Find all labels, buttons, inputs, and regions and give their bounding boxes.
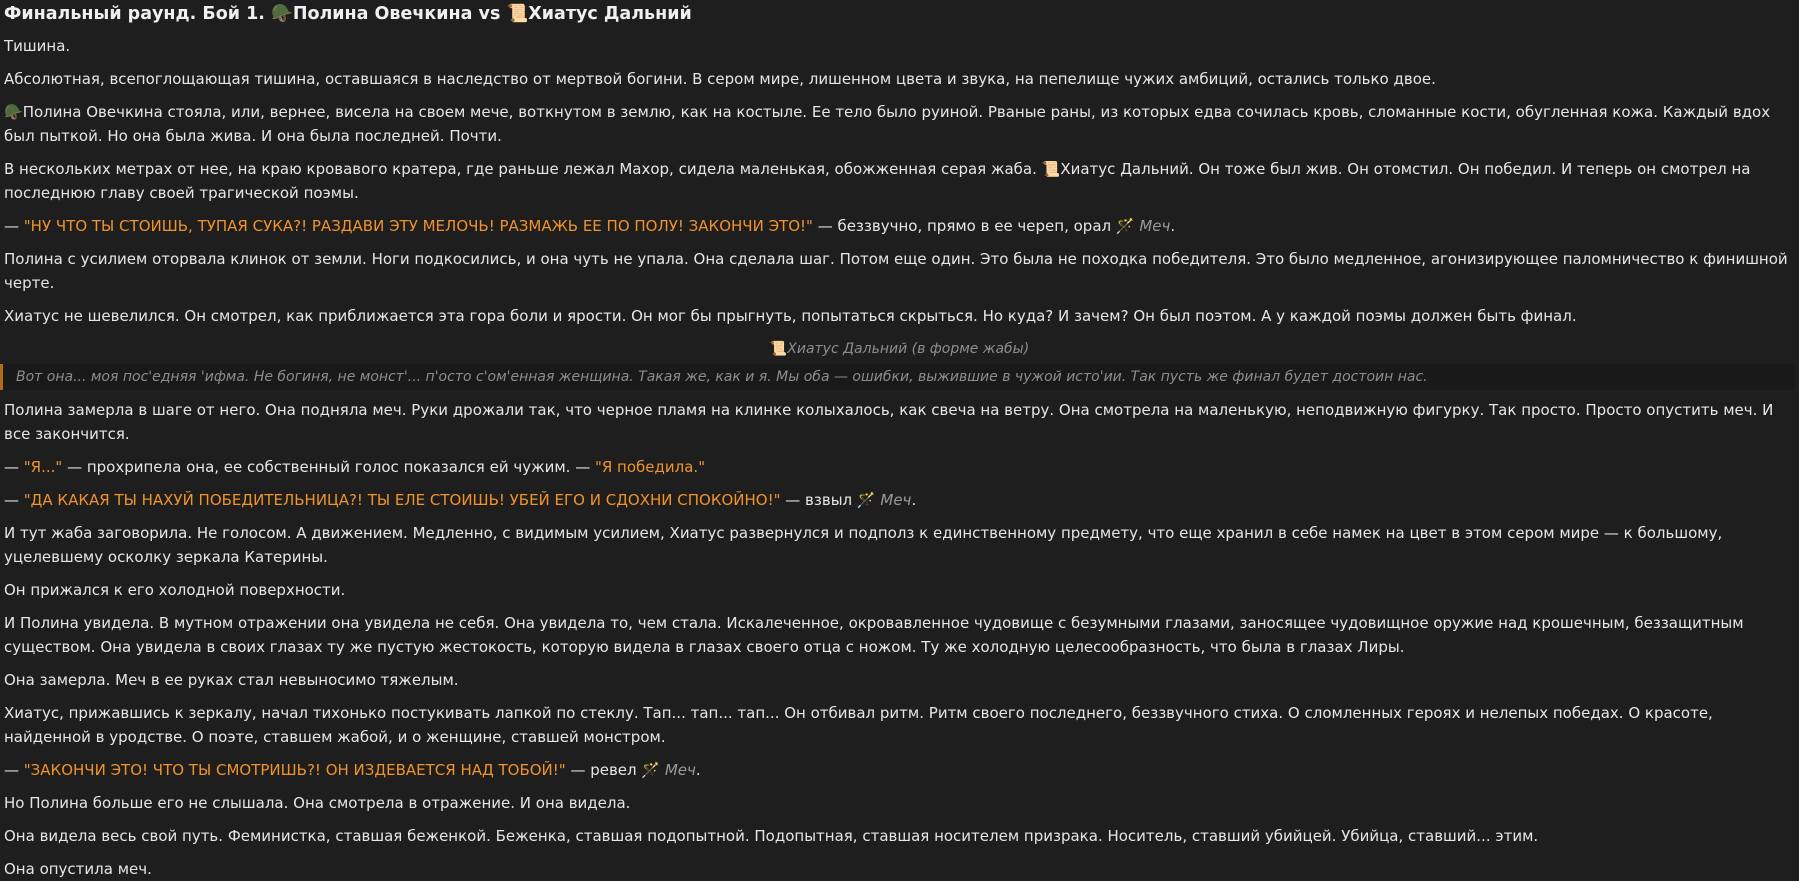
sword-shout: "ЗАКОНЧИ ЭТО! ЧТО ТЫ СМОТРИШЬ?! ОН ИЗДЕВАЕТСЯ НАД ТОБОЙ!" [23, 761, 566, 779]
paragraph: Она опустила меч. [4, 860, 152, 878]
paragraph: Абсолютная, всепоглощающая тишина, оставшаяся в наследство от мертвой богини. В сером мире, лишенном цвета и звука, на пепелище чужих амбиций, остались только двое. [4, 70, 1436, 88]
sword-name: Меч [1139, 217, 1171, 235]
polina-speech: "Я..." [23, 458, 63, 476]
battle-title: Финальный раунд. Бой 1. 🪖Полина Овечкина vs 📜Хиатус Дальний [4, 4, 692, 24]
scroll-icon: 📜 [506, 4, 529, 24]
paragraph: И тут жаба заговорила. Не голосом. А движением. Медленно, с видимым усилием, Хиатус развернулся и подполз к единственному предмету, что еще хранил в себе намек на цвет в этом сером мире — к большому, уцелевшему осколку зеркала Катерины. [4, 524, 1723, 566]
paragraph: В нескольких метрах от нее, на краю кровавого кратера, где раньше лежал Махор, сидела маленькая, обожженная серая жаба. 📜Хиатус Дальний. Он тоже был жив. Он отомстил. Он победил. И теперь он смотрел на последнюю главу своей трагической поэмы. [4, 160, 1751, 202]
fighter1-name: Полина Овечкина [292, 4, 473, 24]
fighter2-name: Хиатус Дальний [528, 4, 692, 24]
dialogue-line: — "ЗАКОНЧИ ЭТО! ЧТО ТЫ СМОТРИШЬ?! ОН ИЗДЕВАЕТСЯ НАД ТОБОЙ!" — ревел 🪄 Меч. [4, 761, 701, 779]
wand-icon: 🪄 [641, 761, 661, 779]
blockquote: Вот она... моя пос'едняя 'ифма. Не богиня, не монст'... п'осто с'ом'енная женщина. Такая же, как и я. Мы оба — ошибки, выжившие в чужой исто'ии. Так пусть же финал будет достоин нас. [0, 364, 1795, 390]
paragraph: Она видела весь свой путь. Феминистка, ставшая беженкой. Беженка, ставшая подопытной. Подопытная, ставшая носителем призрака. Носитель, ставший убийцей. Убийца, ставший... этим. [4, 827, 1539, 845]
speaker-label: 📜Хиатус Дальний (в форме жабы) [769, 341, 1030, 357]
paragraph: Она замерла. Меч в ее руках стал невыносимо тяжелым. [4, 671, 459, 689]
paragraph: Хиатус, прижавшись к зеркалу, начал тихонько постукивать лапкой по стеклу. Тап... тап... тап... Он отбивал ритм. Ритм своего последнего, беззвучного стиха. О сломленных героях и нелепых победах. О красоте, найденной в уродстве. О поэте, ставшем жабой, и о женщине, ставшей монстром. [4, 704, 1713, 746]
paragraph: Но Полина больше его не слышала. Она смотрела в отражение. И она видела. [4, 794, 631, 812]
polina-speech: "Я победила." [594, 458, 706, 476]
wand-icon: 🪄 [1115, 217, 1135, 235]
scroll-icon: 📜 [1041, 160, 1061, 178]
dialogue-line: — "ДА КАКАЯ ТЫ НАХУЙ ПОБЕДИТЕЛЬНИЦА?! ТЫ ЕЛЕ СТОИШЬ! УБЕЙ ЕГО И СДОХНИ СПОКОЙНО!" — взвыл 🪄 Меч. [4, 491, 917, 509]
paragraph: И Полина увидела. В мутном отражении она увидела не себя. Она увидела то, чем стала. Искалеченное, окровавленное чудовище с безумными глазами, заносящее чудовищное оружие над крошечным, беззащитным существом. Она увидела в своих глазах ту же пустую жестокость, которую видела в глазах своего отца с ножом. Ту же холодную целесообразность, что была в глазах Лиры. [4, 614, 1744, 656]
paragraph: Он прижался к его холодной поверхности. [4, 581, 346, 599]
wand-icon: 🪄 [856, 491, 876, 509]
paragraph: Хиатус не шевелился. Он смотрел, как приближается эта гора боли и ярости. Он мог бы прыгнуть, попытаться скрыться. Но куда? И зачем? Он был поэтом. А у каждой поэмы должен быть финал. [4, 307, 1577, 325]
sword-shout: "НУ ЧТО ТЫ СТОИШЬ, ТУПАЯ СУКА?! РАЗДАВИ ЭТУ МЕЛОЧЬ! РАЗМАЖЬ ЕЕ ПО ПОЛУ! ЗАКОНЧИ ЭТО!" [23, 217, 813, 235]
dialogue-line: — "Я..." — прохрипела она, ее собственный голос показался ей чужим. — "Я победила." [4, 458, 706, 476]
paragraph: Полина с усилием оторвала клинок от земли. Ноги подкосились, и она чуть не упала. Она сделала шаг. Потом еще один. Это была не походка победителя. Это было медленное, агонизирующее паломничество к финишной черте. [4, 250, 1788, 292]
helmet-icon: 🪖 [4, 103, 23, 121]
sword-name: Меч [664, 761, 696, 779]
scroll-icon: 📜 [769, 341, 788, 357]
helmet-icon: 🪖 [271, 4, 293, 24]
paragraph: Тишина. [4, 37, 71, 55]
paragraph: Полина замерла в шаге от него. Она подняла меч. Руки дрожали так, что черное пламя на клинке колыхалось, как свеча на ветру. Она смотрела на маленькую, неподвижную фигурку. Так просто. Просто опустить меч. И все закончится. [4, 401, 1774, 443]
sword-name: Меч [880, 491, 912, 509]
sword-shout: "ДА КАКАЯ ТЫ НАХУЙ ПОБЕДИТЕЛЬНИЦА?! ТЫ ЕЛЕ СТОИШЬ! УБЕЙ ЕГО И СДОХНИ СПОКОЙНО!" [23, 491, 781, 509]
dialogue-line: — "НУ ЧТО ТЫ СТОИШЬ, ТУПАЯ СУКА?! РАЗДАВИ ЭТУ МЕЛОЧЬ! РАЗМАЖЬ ЕЕ ПО ПОЛУ! ЗАКОНЧИ ЭТО!" — беззвучно, прямо в ее череп, орал 🪄 Меч. [4, 217, 1176, 235]
paragraph: 🪖Полина Овечкина стояла, или, вернее, висела на своем мече, воткнутом в землю, как на костыле. Ее тело было руиной. Рваные раны, из которых едва сочилась кровь, сломанные кости, обугленная кожа. Каждый вдох был пыткой. Но она была жива. И она была последней. Почти. [4, 103, 1771, 145]
